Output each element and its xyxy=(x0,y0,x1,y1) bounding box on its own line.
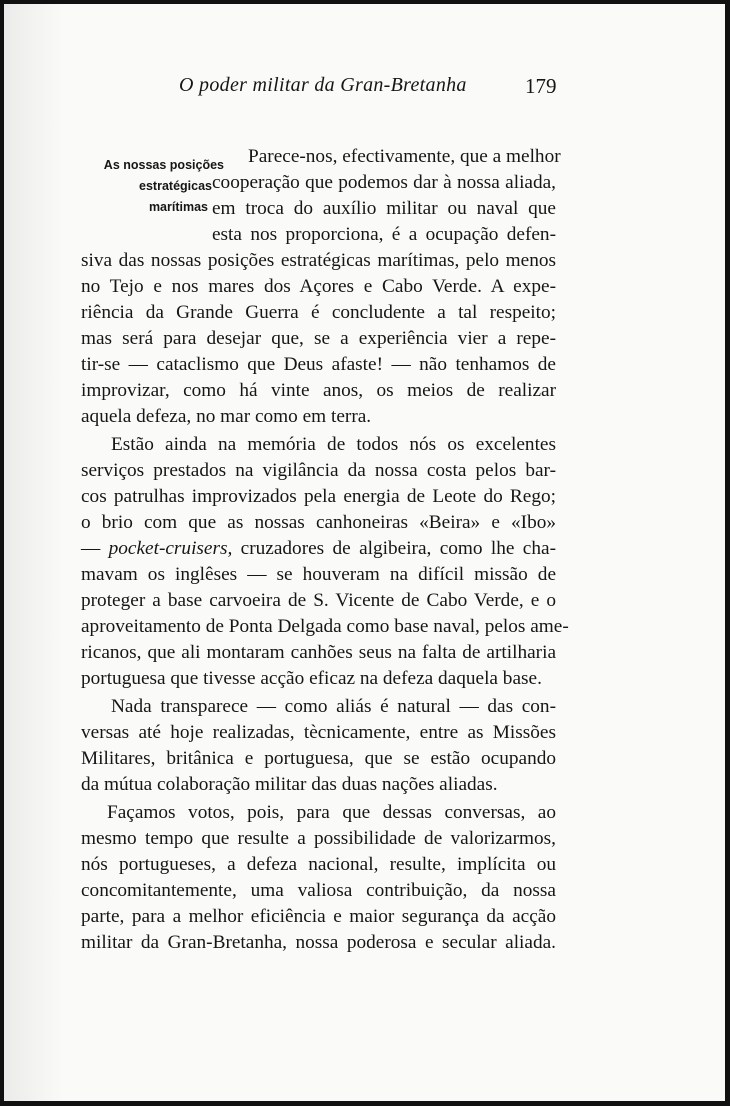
text-line: Nada transparece — como aliás é natural — das con- xyxy=(111,696,556,717)
text-line: Estão ainda na memória de todos nós os excelentes xyxy=(111,434,556,455)
page-gutter-shadow xyxy=(4,4,64,1101)
text-line: Façamos votos, pois, para que dessas conversas, ao xyxy=(107,802,556,823)
text-line: concomitantemente, uma valiosa contribuição, da nossa xyxy=(81,880,556,901)
text-line: parte, para a melhor eficiência e maior segurança da acção xyxy=(81,906,556,927)
paragraph xyxy=(81,432,569,692)
text-line: mavam os inglêses — se houveram na difícil missão de xyxy=(81,564,556,585)
text-line: serviços prestados na vigilância da nossa costa pelos bar- xyxy=(81,460,556,481)
text-line: esta nos proporciona, é a ocupação defen- xyxy=(212,224,556,245)
margin-note-line: estratégicas xyxy=(139,179,212,193)
text-line: o brio com que as nossas canhoneiras «Beira» e «Ibo» xyxy=(81,512,556,533)
text-line: mesmo tempo que resulte a possibilidade de valorizarmos, xyxy=(81,828,556,849)
text-line: tir-se — cataclismo que Deus afaste! — não tenhamos de xyxy=(81,354,556,375)
margin-note-line: marítimas xyxy=(148,200,208,214)
margin-note-line: As nossas posições xyxy=(103,158,224,172)
text-line: — pocket-cruisers, cruzadores de algibeira, como lhe cha- xyxy=(81,538,556,559)
text-line: cooperação que podemos dar à nossa aliada, xyxy=(212,172,556,193)
paragraph xyxy=(81,694,556,798)
text-line: improvizar, como há vinte anos, os meios de realizar xyxy=(81,380,556,401)
text-line: proteger a base carvoeira de S. Vicente de Cabo Verde, e o xyxy=(81,590,556,611)
text-line: militar da Gran-Bretanha, nossa poderosa e secular aliada. xyxy=(81,932,556,953)
paragraph xyxy=(81,800,556,956)
text-line: no Tejo e nos mares dos Açores e Cabo Verde. A expe- xyxy=(81,276,556,297)
paragraph xyxy=(81,144,561,430)
text-line: cos patrulhas improvizados pela energia de Leote do Rego; xyxy=(81,486,556,507)
text-line: Parece-nos, efectivamente, que a melhor xyxy=(248,146,561,167)
body-text xyxy=(81,144,569,956)
running-title: O poder militar da Gran-Bretanha xyxy=(179,74,467,96)
page-number: 179 xyxy=(525,74,557,98)
text-line: aquela defeza, no mar como em terra. xyxy=(81,406,372,427)
text-line: da mútua colaboração militar das duas nações aliadas. xyxy=(81,774,498,795)
text-line: aproveitamento de Ponta Delgada como base naval, pelos ame- xyxy=(81,616,569,637)
text-line: ricanos, que ali montaram canhões seus na falta de artilharia xyxy=(81,642,556,663)
text-line: portuguesa que tivesse acção eficaz na defeza daquela base. xyxy=(81,668,542,689)
text-line-rest: cruzadores de algibeira, como lhe cha- xyxy=(232,538,556,559)
text-line: mas será para desejar que, se a experiência vier a repe- xyxy=(81,328,556,349)
text-line: Militares, britânica e portuguesa, que se estão ocupando xyxy=(81,748,556,769)
text-line: siva das nossas posições estratégicas marítimas, pelo menos xyxy=(81,250,556,271)
text-line: versas até hoje realizadas, tècnicamente, entre as Missões xyxy=(81,722,556,743)
text-line: em troca do auxílio militar ou naval que xyxy=(212,198,556,219)
italic-phrase: pocket-cruisers, xyxy=(108,538,233,559)
text-line: nós portugueses, a defeza nacional, resulte, implícita ou xyxy=(81,854,556,875)
text-line: riência da Grande Guerra é concludente a tal respeito; xyxy=(81,302,556,323)
